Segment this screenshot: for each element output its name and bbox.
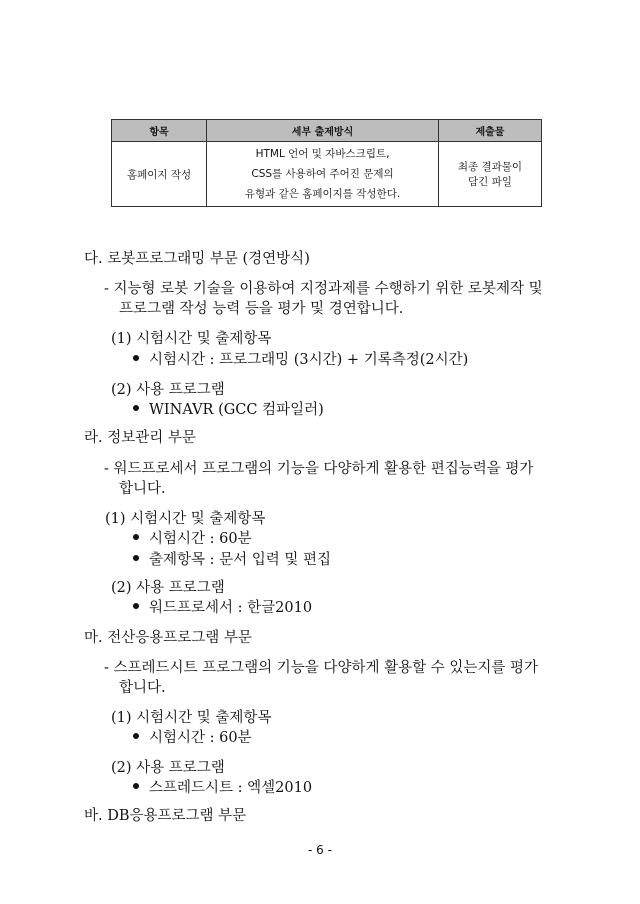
subsection-heading: (1) 시험시간 및 출제항목 <box>105 511 266 527</box>
cell-submission-line: 담긴 파일 <box>468 176 512 188</box>
subsection-heading: (2) 사용 프로그램 <box>111 382 225 398</box>
subsection-heading: (1) 시험시간 및 출제항목 <box>111 331 272 347</box>
header-method: 세부 출제방식 <box>207 120 439 142</box>
bullet-icon <box>133 603 139 609</box>
bullet-item: 시험시간 : 프로그래밍 (3시간) + 기록측정(2시간) <box>133 350 468 370</box>
bullet-icon <box>133 555 139 561</box>
bullet-icon <box>133 733 139 739</box>
bullet-item: 워드프로세서 : 한글2010 <box>133 598 312 618</box>
bullet-icon <box>133 405 139 411</box>
section-title-info-management: 라. 정보관리 부문 <box>84 430 196 446</box>
bullet-item: 출제항목 : 문서 입력 및 편집 <box>133 550 331 570</box>
section-title-db-application: 바. DB응용프로그램 부문 <box>84 808 247 824</box>
section-title-robot: 다. 로봇프로그래밍 부문 (경연방식) <box>84 251 310 267</box>
bullet-item: WINAVR (GCC 컴파일러) <box>133 400 324 420</box>
section-desc: 합니다. <box>119 680 166 696</box>
bullet-item: 스프레드시트 : 엑셀2010 <box>133 778 312 798</box>
section-desc: - 지능형 로봇 기술을 이용하여 지정과제를 수행하기 위한 로봇제작 및 <box>104 281 543 297</box>
page-number: - 6 - <box>308 843 332 857</box>
cell-submission-line: 최종 결과물이 <box>457 161 523 173</box>
section-desc: - 워드프로세서 프로그램의 기능을 다양하게 활용한 편집능력을 평가 <box>104 461 534 477</box>
section-title-computer-application: 마. 전산응용프로그램 부문 <box>84 630 252 646</box>
header-item: 항목 <box>112 120 207 142</box>
bullet-item: 시험시간 : 60분 <box>133 728 252 748</box>
subsection-heading: (2) 사용 프로그램 <box>111 760 225 776</box>
cell-desc-line: 유형과 같은 홈페이지를 작성한다. <box>244 188 401 200</box>
bullet-icon <box>133 783 139 789</box>
bullet-icon <box>133 534 139 540</box>
cell-desc-line: CSS를 사용하여 주어진 문제의 <box>251 168 394 180</box>
cell-item: 홈페이지 작성 <box>112 142 207 207</box>
table-row <box>112 142 542 207</box>
section-desc: 합니다. <box>119 481 166 497</box>
header-submission: 제출물 <box>438 120 541 142</box>
section-desc: - 스프레드시트 프로그램의 기능을 다양하게 활용할 수 있는지를 평가 <box>104 660 538 676</box>
bullet-item: 시험시간 : 60분 <box>133 529 252 549</box>
subsection-heading: (2) 사용 프로그램 <box>111 580 225 596</box>
bullet-icon <box>133 355 139 361</box>
cell-submission <box>438 142 541 207</box>
subsection-heading: (1) 시험시간 및 출제항목 <box>111 710 272 726</box>
section-desc: 프로그램 작성 능력 등을 평가 및 경연합니다. <box>119 301 404 317</box>
cell-desc <box>207 142 439 207</box>
cell-desc-line: HTML 언어 및 자바스크립트, <box>255 148 390 160</box>
table-header-row <box>112 120 542 142</box>
exam-spec-table <box>111 119 542 207</box>
